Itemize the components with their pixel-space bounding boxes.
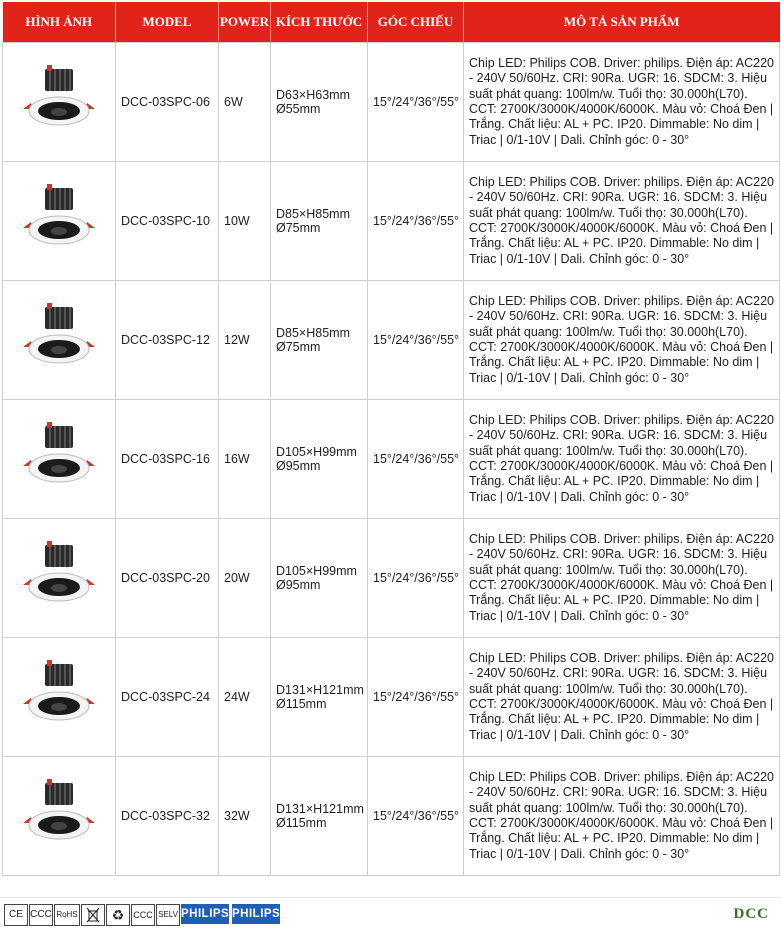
description-cell: Chip LED: Philips COB. Driver: philips. Điện áp: AC220 - 240V 50/60Hz. CRI: 90Ra. UGR: 16. SDCM: 3. Hiệu suất phát quang: 100lm/w. Tuổi thọ: 30.000h(L70). CCT: 2700K/3000K/4000K/6000K. Màu vỏ: Choá Đen | Trắng. Chất liệu: AL + PC. IP20. Dimmable: No dim | Triac | 0/1-10V | Dali. Chỉnh góc: 0 - 30° bbox=[464, 281, 780, 400]
product-image-cell bbox=[3, 281, 116, 400]
power-cell: 32W bbox=[219, 757, 271, 876]
size-dimensions: D131×H121mm bbox=[276, 683, 364, 697]
beam-angle-cell: 15°/24°/36°/55° bbox=[368, 400, 464, 519]
weee-bin-icon bbox=[81, 904, 105, 926]
downlight-product-image bbox=[17, 303, 101, 377]
product-image-cell bbox=[3, 519, 116, 638]
power-cell: 6W bbox=[219, 43, 271, 162]
size-dimensions: D85×H85mm bbox=[276, 207, 350, 221]
cutout-size: Ø55mm bbox=[276, 102, 321, 116]
philips-logo: PHILIPS bbox=[181, 904, 229, 924]
downlight-product-image bbox=[17, 184, 101, 258]
description-cell: Chip LED: Philips COB. Driver: philips. Điện áp: AC220 - 240V 50/60Hz. CRI: 90Ra. UGR: 16. SDCM: 3. Hiệu suất phát quang: 100lm/w. Tuổi thọ: 30.000h(L70). CCT: 2700K/3000K/4000K/6000K. Màu vỏ: Choá Đen | Trắng. Chất liệu: AL + PC. IP20. Dimmable: No dim | Triac | 0/1-10V | Dali. Chỉnh góc: 0 - 30° bbox=[464, 400, 780, 519]
table-row bbox=[3, 400, 780, 519]
cutout-size: Ø95mm bbox=[276, 578, 321, 592]
size-dimensions: D131×H121mm bbox=[276, 802, 364, 816]
size-dimensions: D63×H63mm bbox=[276, 88, 350, 102]
recycle-icon: ♻ bbox=[106, 904, 130, 926]
table-row bbox=[3, 162, 780, 281]
model-cell: DCC-03SPC-10 bbox=[116, 162, 219, 281]
power-cell: 12W bbox=[219, 281, 271, 400]
downlight-product-image bbox=[17, 422, 101, 496]
size-cell bbox=[271, 43, 368, 162]
model-cell: DCC-03SPC-32 bbox=[116, 757, 219, 876]
description-cell: Chip LED: Philips COB. Driver: philips. Điện áp: AC220 - 240V 50/60Hz. CRI: 90Ra. UGR: 16. SDCM: 3. Hiệu suất phát quang: 100lm/w. Tuổi thọ: 30.000h(L70). CCT: 2700K/3000K/4000K/6000K. Màu vỏ: Choá Đen | Trắng. Chất liệu: AL + PC. IP20. Dimmable: No dim | Triac | 0/1-10V | Dali. Chỉnh góc: 0 - 30° bbox=[464, 43, 780, 162]
table-header-row bbox=[3, 2, 780, 43]
cutout-size: Ø115mm bbox=[276, 697, 327, 711]
description-cell: Chip LED: Philips COB. Driver: philips. Điện áp: AC220 - 240V 50/60Hz. CRI: 90Ra. UGR: 16. SDCM: 3. Hiệu suất phát quang: 100lm/w. Tuổi thọ: 30.000h(L70). CCT: 2700K/3000K/4000K/6000K. Màu vỏ: Choá Đen | Trắng. Chất liệu: AL + PC. IP20. Dimmable: No dim | Triac | 0/1-10V | Dali. Chỉnh góc: 0 - 30° bbox=[464, 519, 780, 638]
downlight-product-image bbox=[17, 541, 101, 615]
size-cell bbox=[271, 400, 368, 519]
power-cell: 24W bbox=[219, 638, 271, 757]
model-cell: DCC-03SPC-20 bbox=[116, 519, 219, 638]
beam-angle-cell: 15°/24°/36°/55° bbox=[368, 43, 464, 162]
product-image-cell bbox=[3, 400, 116, 519]
product-image-cell bbox=[3, 43, 116, 162]
size-cell bbox=[271, 162, 368, 281]
size-dimensions: D105×H99mm bbox=[276, 564, 357, 578]
ce-mark-icon: CE bbox=[4, 904, 28, 926]
header-size: KÍCH THƯỚC bbox=[271, 2, 368, 43]
model-cell: DCC-03SPC-06 bbox=[116, 43, 219, 162]
ccc-alt-mark-icon: CCC bbox=[131, 904, 155, 926]
cutout-size: Ø75mm bbox=[276, 221, 321, 235]
cutout-size: Ø115mm bbox=[276, 816, 327, 830]
description-cell: Chip LED: Philips COB. Driver: philips. Điện áp: AC220 - 240V 50/60Hz. CRI: 90Ra. UGR: 16. SDCM: 3. Hiệu suất phát quang: 100lm/w. Tuổi thọ: 30.000h(L70). CCT: 2700K/3000K/4000K/6000K. Màu vỏ: Choá Đen | Trắng. Chất liệu: AL + PC. IP20. Dimmable: No dim | Triac | 0/1-10V | Dali. Chỉnh góc: 0 - 30° bbox=[464, 162, 780, 281]
header-model: MODEL bbox=[116, 2, 219, 43]
size-dimensions: D85×H85mm bbox=[276, 326, 350, 340]
table-row bbox=[3, 43, 780, 162]
beam-angle-cell: 15°/24°/36°/55° bbox=[368, 638, 464, 757]
power-cell: 10W bbox=[219, 162, 271, 281]
table-row bbox=[3, 519, 780, 638]
model-cell: DCC-03SPC-16 bbox=[116, 400, 219, 519]
size-cell bbox=[271, 519, 368, 638]
header-description: MÔ TẢ SẢN PHẨM bbox=[464, 2, 780, 43]
model-cell: DCC-03SPC-12 bbox=[116, 281, 219, 400]
size-cell bbox=[271, 281, 368, 400]
table-row bbox=[3, 281, 780, 400]
rohs-mark-icon: RoHS bbox=[54, 904, 80, 926]
power-cell: 16W bbox=[219, 400, 271, 519]
downlight-product-image bbox=[17, 660, 101, 734]
beam-angle-cell: 15°/24°/36°/55° bbox=[368, 281, 464, 400]
description-cell: Chip LED: Philips COB. Driver: philips. Điện áp: AC220 - 240V 50/60Hz. CRI: 90Ra. UGR: 16. SDCM: 3. Hiệu suất phát quang: 100lm/w. Tuổi thọ: 30.000h(L70). CCT: 2700K/3000K/4000K/6000K. Màu vỏ: Choá Đen | Trắng. Chất liệu: AL + PC. IP20. Dimmable: No dim | Triac | 0/1-10V | Dali. Chỉnh góc: 0 - 30° bbox=[464, 638, 780, 757]
description-cell: Chip LED: Philips COB. Driver: philips. Điện áp: AC220 - 240V 50/60Hz. CRI: 90Ra. UGR: 16. SDCM: 3. Hiệu suất phát quang: 100lm/w. Tuổi thọ: 30.000h(L70). CCT: 2700K/3000K/4000K/6000K. Màu vỏ: Choá Đen | Trắng. Chất liệu: AL + PC. IP20. Dimmable: No dim | Triac | 0/1-10V | Dali. Chỉnh góc: 0 - 30° bbox=[464, 757, 780, 876]
table-row bbox=[3, 757, 780, 876]
table-row bbox=[3, 638, 780, 757]
header-power: POWER bbox=[219, 2, 271, 43]
ccc-mark-icon: CCC bbox=[29, 904, 53, 926]
model-cell: DCC-03SPC-24 bbox=[116, 638, 219, 757]
product-spec-table bbox=[2, 2, 780, 876]
beam-angle-cell: 15°/24°/36°/55° bbox=[368, 162, 464, 281]
product-image-cell bbox=[3, 638, 116, 757]
header-image: HÌNH ẢNH bbox=[3, 2, 116, 43]
footer-bar bbox=[0, 897, 781, 932]
selv-mark-icon: SELV bbox=[156, 904, 180, 926]
philips-logo-2: PHILIPS bbox=[232, 904, 280, 924]
product-image-cell bbox=[3, 757, 116, 876]
brand-logo: DCC bbox=[733, 906, 769, 922]
size-cell bbox=[271, 757, 368, 876]
cutout-size: Ø75mm bbox=[276, 340, 321, 354]
size-cell bbox=[271, 638, 368, 757]
beam-angle-cell: 15°/24°/36°/55° bbox=[368, 757, 464, 876]
size-dimensions: D105×H99mm bbox=[276, 445, 357, 459]
beam-angle-cell: 15°/24°/36°/55° bbox=[368, 519, 464, 638]
cutout-size: Ø95mm bbox=[276, 459, 321, 473]
power-cell: 20W bbox=[219, 519, 271, 638]
header-angle: GÓC CHIẾU bbox=[368, 2, 464, 43]
downlight-product-image bbox=[17, 65, 101, 139]
product-image-cell bbox=[3, 162, 116, 281]
downlight-product-image bbox=[17, 779, 101, 853]
